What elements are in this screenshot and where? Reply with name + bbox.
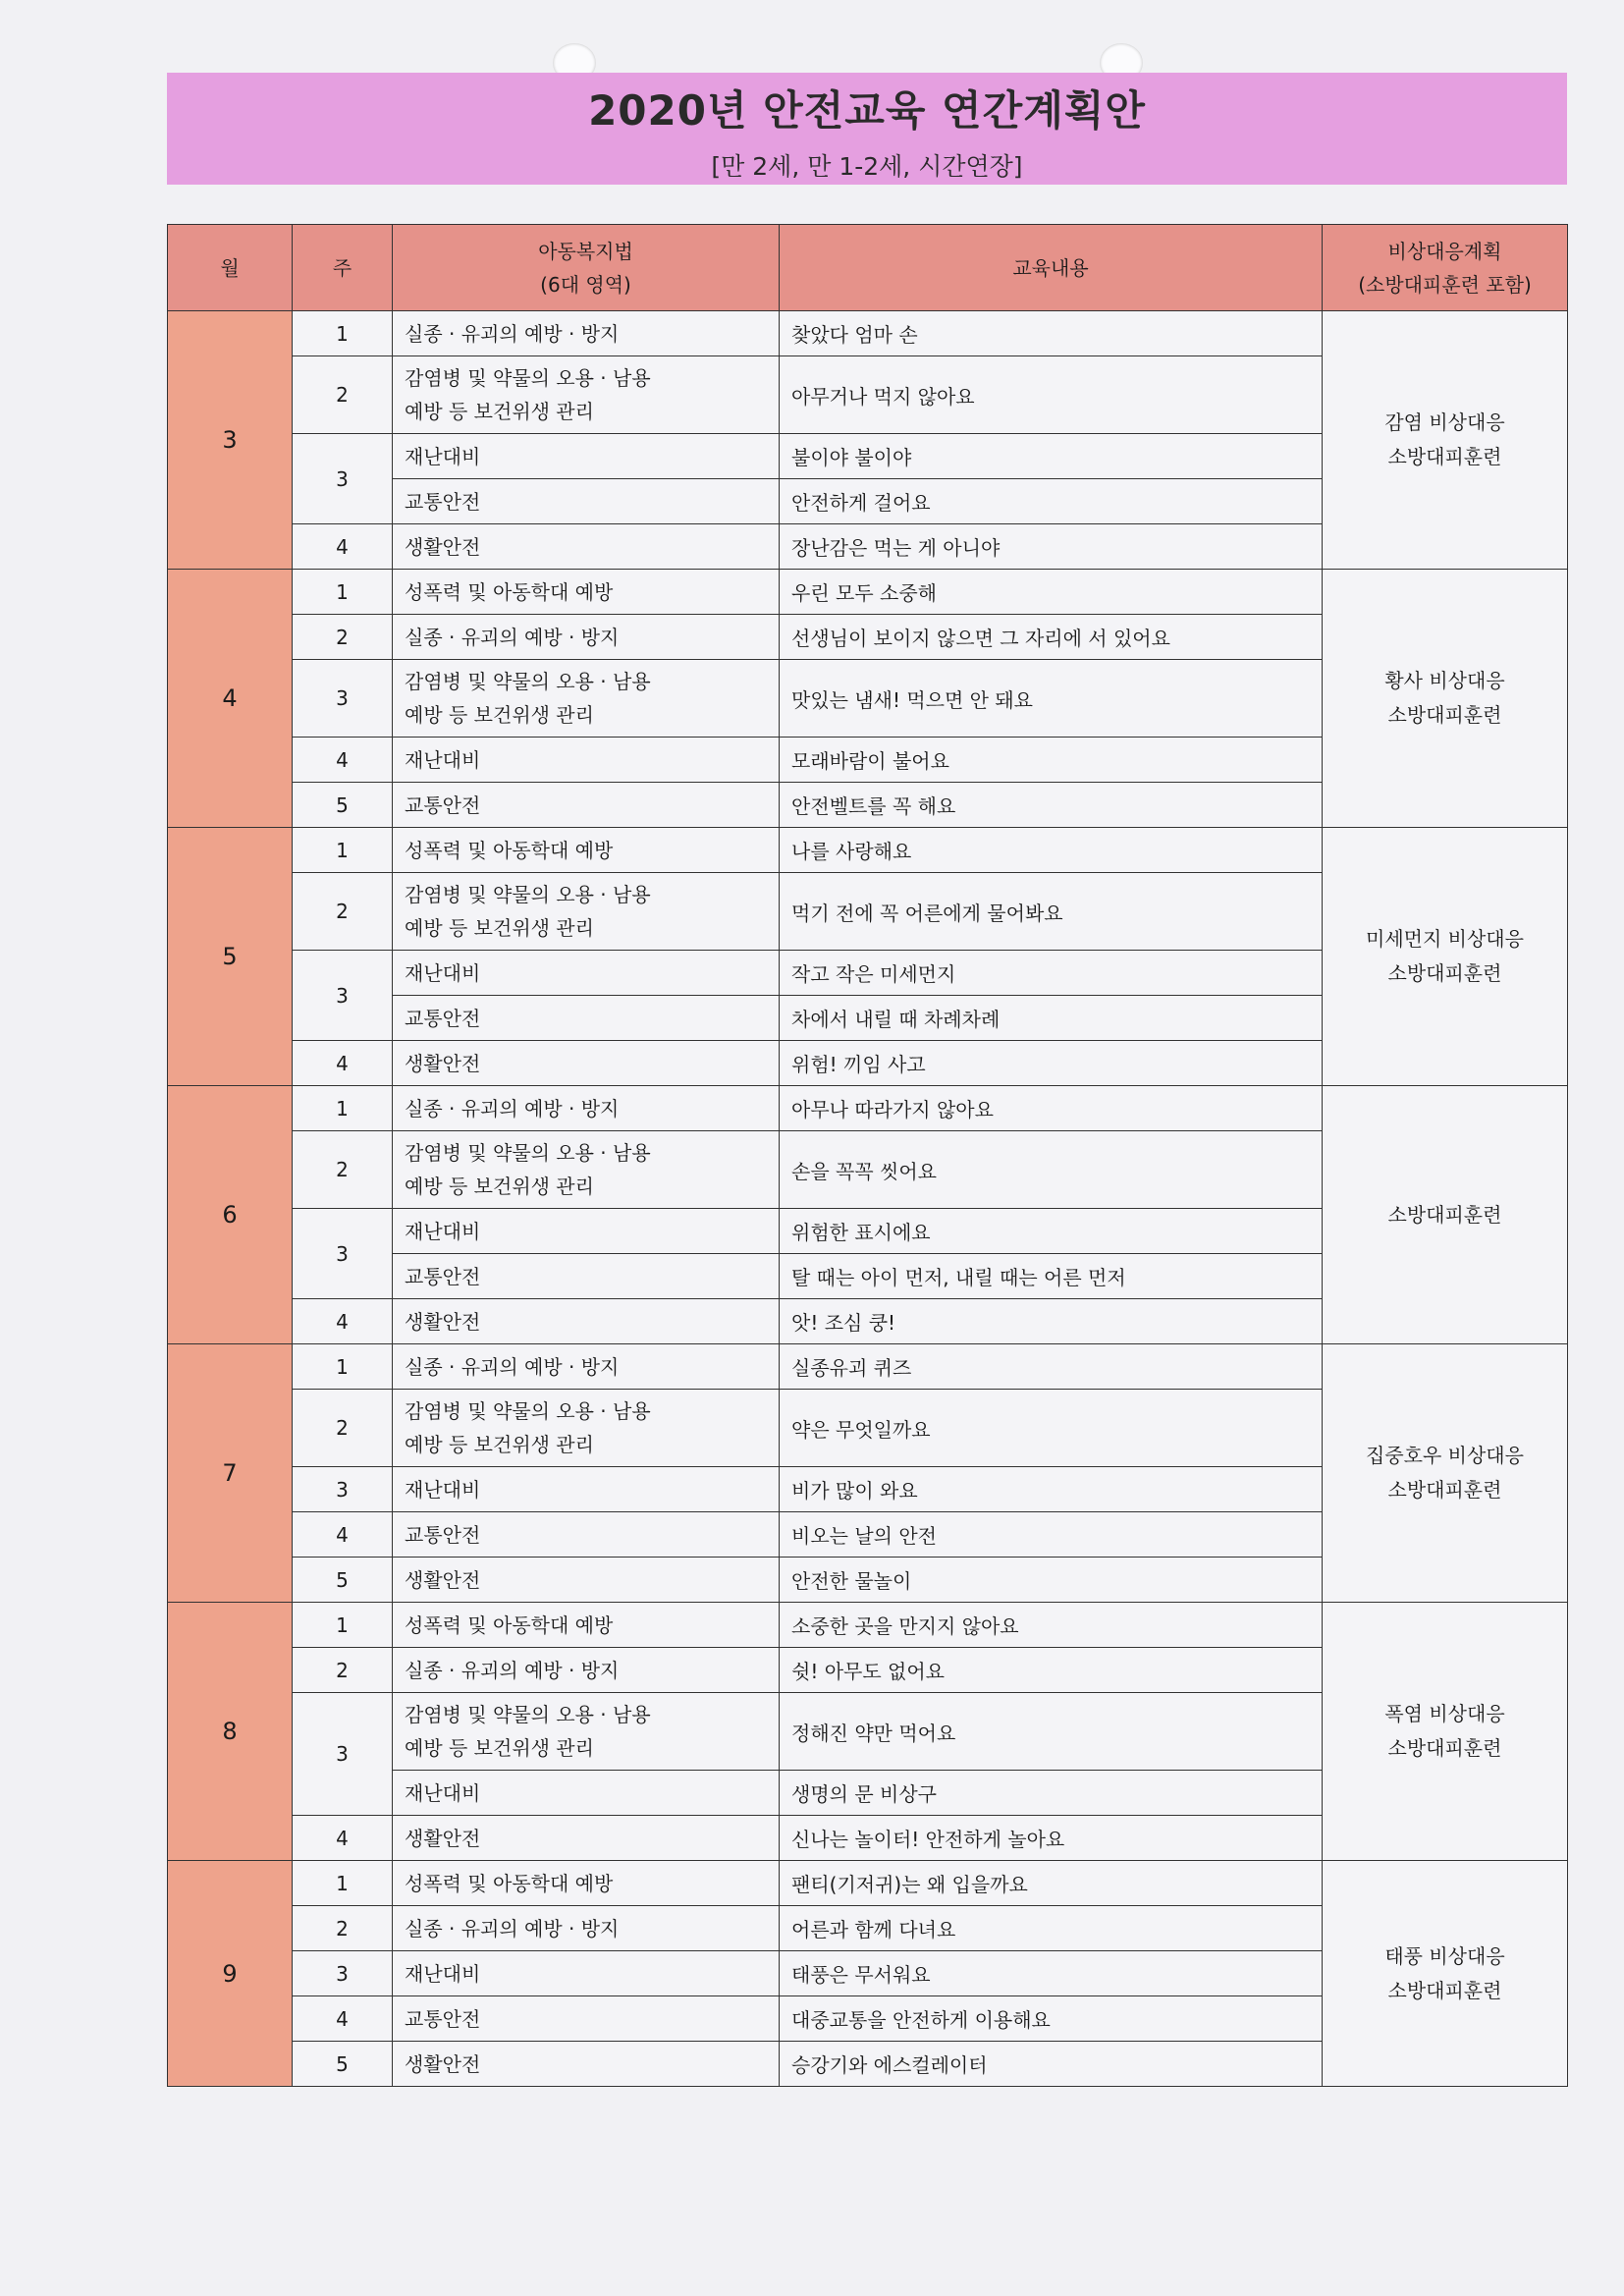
week-cell: 1 — [293, 1603, 393, 1648]
area-line: 감염병 및 약물의 오용 · 남용 — [405, 883, 651, 906]
week-cell: 4 — [293, 1041, 393, 1086]
area-cell — [393, 1603, 780, 1648]
week-cell: 1 — [293, 311, 393, 356]
week-cell: 4 — [293, 1512, 393, 1558]
area-cell — [393, 1951, 780, 1996]
week-cell: 1 — [293, 1861, 393, 1906]
week-cell: 2 — [293, 1648, 393, 1693]
header-area-line1: 아동복지법 — [538, 239, 633, 263]
week-cell: 1 — [293, 570, 393, 615]
content-cell: 앗! 조심 쿵! — [780, 1299, 1323, 1344]
area-cell — [393, 1254, 780, 1299]
area-cell — [393, 1906, 780, 1951]
week-cell: 4 — [293, 1299, 393, 1344]
content-cell: 쉿! 아무도 없어요 — [780, 1648, 1323, 1693]
emergency-line: 소방대피훈련 — [1387, 445, 1502, 468]
area-cell — [393, 873, 780, 951]
area-cell — [393, 951, 780, 996]
week-cell: 4 — [293, 738, 393, 783]
area-cell — [393, 356, 780, 434]
area-cell — [393, 1390, 780, 1467]
content-cell: 먹기 전에 꼭 어른에게 물어봐요 — [780, 873, 1323, 951]
week-cell: 1 — [293, 1086, 393, 1131]
area-cell — [393, 311, 780, 356]
content-cell: 실종유괴 퀴즈 — [780, 1344, 1323, 1390]
area-line: 예방 등 보건위생 관리 — [405, 1433, 594, 1456]
week-cell: 4 — [293, 1816, 393, 1861]
week-cell: 5 — [293, 2042, 393, 2087]
table-row — [168, 570, 1568, 615]
content-cell: 나를 사랑해요 — [780, 828, 1323, 873]
content-cell: 위험한 표시에요 — [780, 1209, 1323, 1254]
content-cell: 비오는 날의 안전 — [780, 1512, 1323, 1558]
area-line: 생활안전 — [405, 1309, 481, 1334]
content-cell: 어른과 함께 다녀요 — [780, 1906, 1323, 1951]
emergency-cell — [1323, 311, 1568, 570]
area-line: 예방 등 보건위생 관리 — [405, 1175, 594, 1198]
month-cell: 7 — [168, 1344, 293, 1603]
content-cell: 탈 때는 아이 먼저, 내릴 때는 어른 먼저 — [780, 1254, 1323, 1299]
area-line: 생활안전 — [405, 1567, 481, 1592]
table-row — [168, 1861, 1568, 1906]
content-cell: 비가 많이 와요 — [780, 1467, 1323, 1512]
week-cell: 3 — [293, 660, 393, 738]
area-cell — [393, 434, 780, 479]
emergency-line: 소방대피훈련 — [1387, 1478, 1502, 1502]
month-cell: 5 — [168, 828, 293, 1086]
emergency-line: 집중호우 비상대응 — [1366, 1444, 1524, 1467]
area-line: 생활안전 — [405, 534, 481, 559]
area-line: 실종 · 유괴의 예방 · 방지 — [405, 321, 620, 346]
area-line: 재난대비 — [405, 444, 481, 468]
area-cell — [393, 1996, 780, 2042]
area-line: 생활안전 — [405, 2051, 481, 2076]
content-cell: 손을 꼭꼭 씻어요 — [780, 1131, 1323, 1209]
week-cell: 3 — [293, 951, 393, 1041]
area-line: 생활안전 — [405, 1051, 481, 1075]
table-row — [168, 1344, 1568, 1390]
content-cell: 정해진 약만 먹어요 — [780, 1693, 1323, 1771]
area-line: 재난대비 — [405, 1780, 481, 1805]
area-cell — [393, 1041, 780, 1086]
week-cell: 2 — [293, 1131, 393, 1209]
area-cell — [393, 2042, 780, 2087]
title-banner — [167, 73, 1567, 185]
content-cell: 장난감은 먹는 게 아니야 — [780, 524, 1323, 570]
area-line: 예방 등 보건위생 관리 — [405, 400, 594, 423]
week-cell: 3 — [293, 1693, 393, 1816]
content-cell: 승강기와 에스컬레이터 — [780, 2042, 1323, 2087]
emergency-line: 소방대피훈련 — [1387, 1978, 1502, 2002]
table-row — [168, 828, 1568, 873]
area-cell — [393, 1693, 780, 1771]
area-cell — [393, 1299, 780, 1344]
week-cell: 4 — [293, 1996, 393, 2042]
area-cell — [393, 615, 780, 660]
week-cell: 3 — [293, 1951, 393, 1996]
area-line: 감염병 및 약물의 오용 · 남용 — [405, 1703, 651, 1726]
content-cell: 차에서 내릴 때 차례차례 — [780, 996, 1323, 1041]
area-cell — [393, 1131, 780, 1209]
area-cell — [393, 828, 780, 873]
area-line: 재난대비 — [405, 960, 481, 985]
area-line: 성폭력 및 아동학대 예방 — [405, 1613, 614, 1637]
area-cell — [393, 1648, 780, 1693]
week-cell: 3 — [293, 1209, 393, 1299]
week-cell: 2 — [293, 1906, 393, 1951]
emergency-line: 소방대피훈련 — [1387, 1202, 1502, 1227]
area-line: 실종 · 유괴의 예방 · 방지 — [405, 1096, 620, 1121]
month-cell: 9 — [168, 1861, 293, 2087]
area-line: 성폭력 및 아동학대 예방 — [405, 579, 614, 604]
area-line: 감염병 및 약물의 오용 · 남용 — [405, 366, 651, 390]
area-cell — [393, 1558, 780, 1603]
area-line: 실종 · 유괴의 예방 · 방지 — [405, 1916, 620, 1941]
area-line: 교통안전 — [405, 489, 481, 514]
content-cell: 대중교통을 안전하게 이용해요 — [780, 1996, 1323, 2042]
content-cell: 작고 작은 미세먼지 — [780, 951, 1323, 996]
content-cell: 모래바람이 불어요 — [780, 738, 1323, 783]
area-cell — [393, 570, 780, 615]
area-cell — [393, 996, 780, 1041]
area-cell — [393, 783, 780, 828]
area-line: 교통안전 — [405, 1006, 481, 1030]
area-cell — [393, 479, 780, 524]
emergency-line: 소방대피훈련 — [1387, 703, 1502, 727]
area-line: 감염병 및 약물의 오용 · 남용 — [405, 1399, 651, 1423]
emergency-line: 태풍 비상대응 — [1384, 1943, 1505, 1968]
header-emergency-line2: (소방대피훈련 포함) — [1358, 272, 1532, 297]
area-line: 재난대비 — [405, 1219, 481, 1243]
area-line: 재난대비 — [405, 1477, 481, 1502]
content-cell: 아무거나 먹지 않아요 — [780, 356, 1323, 434]
area-line: 예방 등 보건위생 관리 — [405, 703, 594, 727]
table-body — [168, 311, 1568, 2087]
content-cell: 맛있는 냄새! 먹으면 안 돼요 — [780, 660, 1323, 738]
area-line: 감염병 및 약물의 오용 · 남용 — [405, 1141, 651, 1165]
content-cell: 안전한 물놀이 — [780, 1558, 1323, 1603]
area-cell — [393, 1086, 780, 1131]
area-line: 실종 · 유괴의 예방 · 방지 — [405, 625, 620, 649]
header-week: 주 — [293, 225, 393, 311]
area-cell — [393, 1861, 780, 1906]
month-cell: 6 — [168, 1086, 293, 1344]
content-cell: 선생님이 보이지 않으면 그 자리에 서 있어요 — [780, 615, 1323, 660]
week-cell: 2 — [293, 615, 393, 660]
content-cell: 아무나 따라가지 않아요 — [780, 1086, 1323, 1131]
content-cell: 소중한 곳을 만지지 않아요 — [780, 1603, 1323, 1648]
area-line: 예방 등 보건위생 관리 — [405, 1736, 594, 1760]
table-row — [168, 1086, 1568, 1131]
area-line: 교통안전 — [405, 793, 481, 817]
area-line: 재난대비 — [405, 747, 481, 772]
table-header-row — [168, 225, 1568, 311]
emergency-line: 황사 비상대응 — [1384, 669, 1505, 692]
week-cell: 2 — [293, 1390, 393, 1467]
content-cell: 약은 무엇일까요 — [780, 1390, 1323, 1467]
document-subtitle: [만 2세, 만 1-2세, 시간연장] — [711, 152, 1023, 181]
area-cell — [393, 1816, 780, 1861]
content-cell: 신나는 놀이터! 안전하게 놀아요 — [780, 1816, 1323, 1861]
emergency-cell — [1323, 1344, 1568, 1603]
area-line: 실종 · 유괴의 예방 · 방지 — [405, 1354, 620, 1379]
content-cell: 불이야 불이야 — [780, 434, 1323, 479]
area-line: 성폭력 및 아동학대 예방 — [405, 1871, 614, 1895]
emergency-cell — [1323, 1603, 1568, 1861]
header-emergency — [1323, 225, 1568, 311]
header-content: 교육내용 — [780, 225, 1323, 311]
area-line: 실종 · 유괴의 예방 · 방지 — [405, 1658, 620, 1682]
month-cell: 4 — [168, 570, 293, 828]
emergency-cell — [1323, 570, 1568, 828]
content-cell: 찾았다 엄마 손 — [780, 311, 1323, 356]
month-cell: 8 — [168, 1603, 293, 1861]
area-cell — [393, 524, 780, 570]
content-cell: 안전하게 걸어요 — [780, 479, 1323, 524]
month-cell: 3 — [168, 311, 293, 570]
area-line: 교통안전 — [405, 1522, 481, 1547]
area-line: 교통안전 — [405, 1264, 481, 1288]
week-cell: 2 — [293, 873, 393, 951]
header-area — [393, 225, 780, 311]
safety-plan-table — [167, 224, 1568, 2087]
emergency-cell — [1323, 828, 1568, 1086]
header-emergency-line1: 비상대응계획 — [1387, 239, 1502, 263]
emergency-cell — [1323, 1861, 1568, 2087]
week-cell: 5 — [293, 1558, 393, 1603]
week-cell: 3 — [293, 1467, 393, 1512]
header-month: 월 — [168, 225, 293, 311]
area-line: 재난대비 — [405, 1961, 481, 1986]
table-row — [168, 311, 1568, 356]
area-line: 교통안전 — [405, 2006, 481, 2031]
area-line: 예방 등 보건위생 관리 — [405, 916, 594, 940]
content-cell: 생명의 문 비상구 — [780, 1771, 1323, 1816]
area-cell — [393, 1209, 780, 1254]
week-cell: 1 — [293, 1344, 393, 1390]
emergency-line: 소방대피훈련 — [1387, 961, 1502, 985]
table-row — [168, 1603, 1568, 1648]
area-line: 성폭력 및 아동학대 예방 — [405, 838, 614, 862]
area-cell — [393, 1771, 780, 1816]
content-cell: 태풍은 무서워요 — [780, 1951, 1323, 1996]
emergency-cell — [1323, 1086, 1568, 1344]
week-cell: 1 — [293, 828, 393, 873]
area-cell — [393, 1512, 780, 1558]
area-cell — [393, 660, 780, 738]
content-cell: 우린 모두 소중해 — [780, 570, 1323, 615]
emergency-line: 미세먼지 비상대응 — [1366, 927, 1524, 951]
area-line: 생활안전 — [405, 1826, 481, 1850]
area-line: 감염병 및 약물의 오용 · 남용 — [405, 670, 651, 693]
emergency-line: 폭염 비상대응 — [1384, 1702, 1505, 1725]
content-cell: 팬티(기저귀)는 왜 입을까요 — [780, 1861, 1323, 1906]
document-title: 2020년 안전교육 연간계획안 — [588, 86, 1146, 135]
header-area-line2: (6대 영역) — [540, 272, 631, 297]
emergency-line: 소방대피훈련 — [1387, 1736, 1502, 1760]
week-cell: 2 — [293, 356, 393, 434]
area-cell — [393, 1467, 780, 1512]
emergency-line: 감염 비상대응 — [1384, 410, 1505, 434]
week-cell: 5 — [293, 783, 393, 828]
area-cell — [393, 738, 780, 783]
content-cell: 위험! 끼임 사고 — [780, 1041, 1323, 1086]
week-cell: 4 — [293, 524, 393, 570]
week-cell: 3 — [293, 434, 393, 524]
area-cell — [393, 1344, 780, 1390]
content-cell: 안전벨트를 꼭 해요 — [780, 783, 1323, 828]
